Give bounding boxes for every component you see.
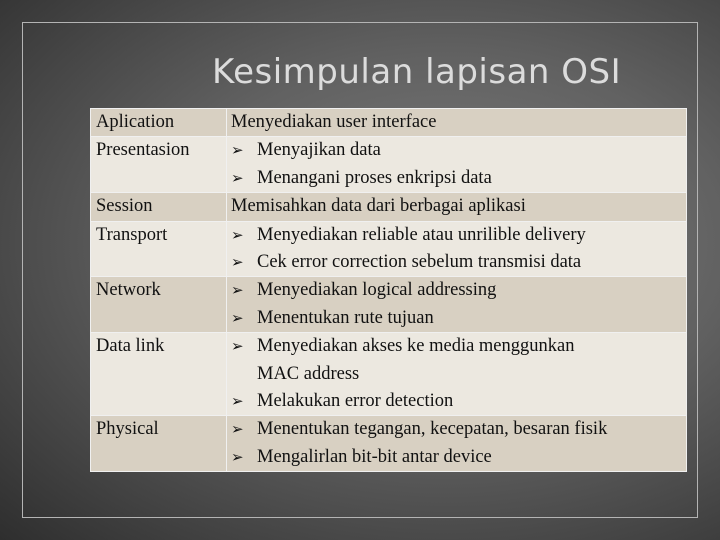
layer-description	[227, 193, 687, 221]
bullet-text: Menangani proses enkripsi data	[257, 167, 492, 188]
layer-description	[227, 221, 687, 277]
bullet-continuation: MAC address	[257, 363, 360, 384]
bullet-text: Menentukan tegangan, kecepatan, besaran fisik	[257, 419, 608, 440]
bullet-item	[231, 444, 682, 471]
bullet-text: Melakukan error detection	[257, 391, 454, 412]
layer-name: Presentasion	[91, 137, 227, 193]
osi-summary-table	[90, 108, 687, 472]
bullet-item	[231, 416, 682, 443]
layer-name: Session	[91, 193, 227, 221]
arrow-bullet-icon: ➢	[231, 392, 244, 411]
layer-name: Data link	[91, 333, 227, 416]
description-text: Memisahkan data dari berbagai aplikasi	[231, 196, 526, 217]
description-text: Menyediakan user interface	[231, 112, 437, 132]
bullet-item	[231, 137, 682, 164]
table-row-transport	[91, 221, 687, 277]
bullet-text: Menyajikan data	[257, 140, 381, 161]
arrow-bullet-icon: ➢	[231, 337, 244, 356]
bullet-text: Menentukan rute tujuan	[257, 307, 434, 328]
bullet-item	[231, 277, 682, 304]
bullet-item	[231, 222, 682, 249]
bullet-text: Mengalirlan bit-bit antar device	[257, 446, 492, 467]
arrow-bullet-icon: ➢	[231, 225, 244, 244]
bullet-item	[231, 333, 682, 360]
arrow-bullet-icon: ➢	[231, 141, 244, 160]
slide-title: Kesimpulan lapisan OSI	[212, 52, 622, 92]
arrow-bullet-icon: ➢	[231, 308, 244, 327]
table-row-network	[91, 277, 687, 333]
table-row-presentasion	[91, 137, 687, 193]
bullet-text: Menyediakan logical addressing	[257, 280, 497, 301]
layer-name: Aplication	[91, 109, 227, 137]
layer-name: Transport	[91, 221, 227, 277]
bullet-item	[231, 305, 682, 332]
layer-description	[227, 416, 687, 472]
arrow-bullet-icon: ➢	[231, 447, 244, 466]
table-row-session	[91, 193, 687, 221]
layer-description	[227, 333, 687, 416]
layer-description	[227, 277, 687, 333]
table-row-physical	[91, 416, 687, 472]
arrow-bullet-icon: ➢	[231, 420, 244, 439]
table-row-data-link	[91, 333, 687, 416]
bullet-text: Menyediakan reliable atau unrilible delivery	[257, 224, 586, 245]
bullet-item	[231, 388, 682, 415]
layer-name: Physical	[91, 416, 227, 472]
layer-name: Network	[91, 277, 227, 333]
bullet-item	[231, 165, 682, 192]
arrow-bullet-icon: ➢	[231, 253, 244, 272]
bullet-text: Menyediakan akses ke media menggunkan	[257, 336, 575, 357]
bullet-text: Cek error correction sebelum transmisi data	[257, 252, 582, 273]
arrow-bullet-icon: ➢	[231, 281, 244, 300]
bullet-item	[231, 249, 682, 276]
layer-description	[227, 137, 687, 193]
arrow-bullet-icon: ➢	[231, 168, 244, 187]
layer-description	[227, 109, 687, 137]
table-row-aplication	[91, 109, 687, 137]
